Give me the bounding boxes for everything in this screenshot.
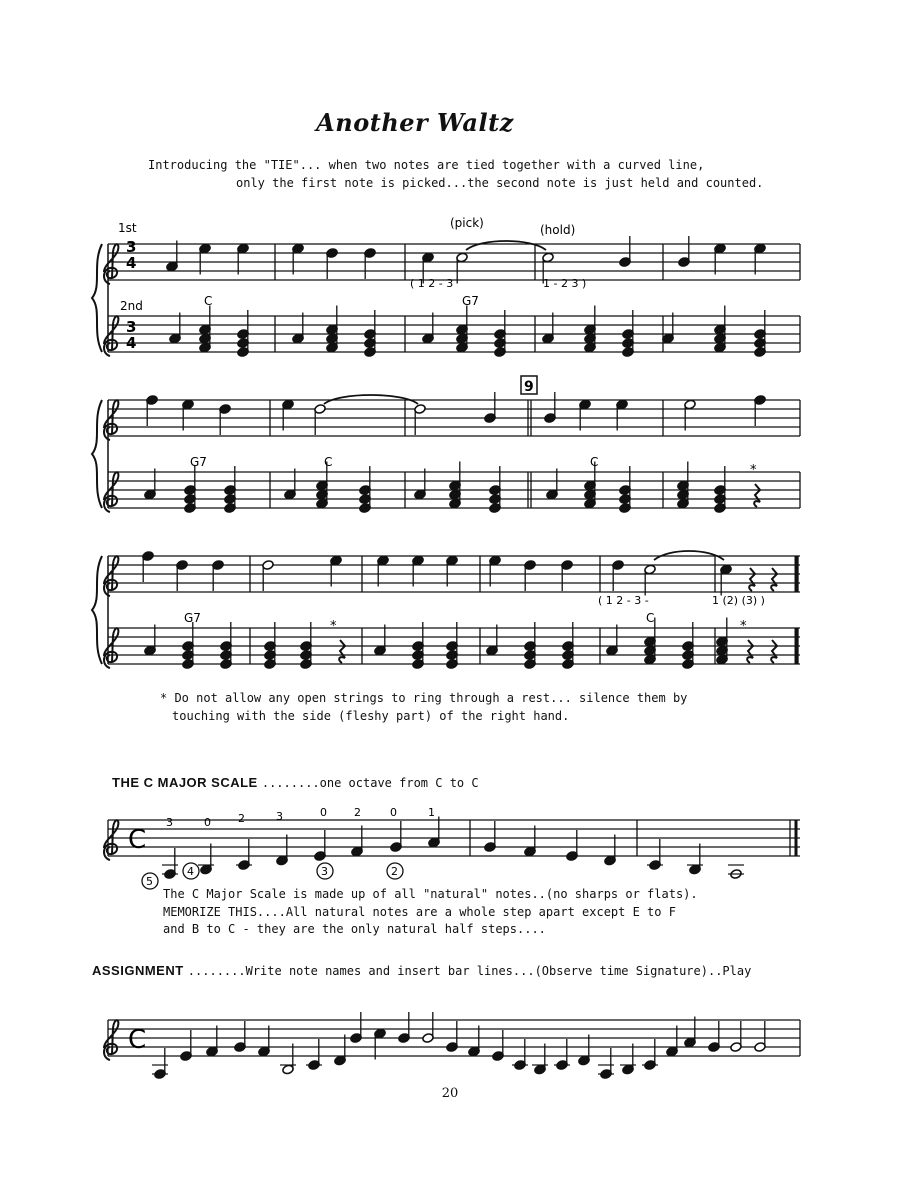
scale-text-line-2: MEMORIZE THIS....All natural notes are a whole step apart except E to F: [163, 905, 676, 919]
chord-c: C: [590, 455, 599, 469]
scale-text-line-3: and B to C - they are the only natural half steps....: [163, 922, 546, 936]
label-pick: (pick): [450, 216, 484, 230]
page-number: 20: [441, 1086, 459, 1101]
treble-clef-icon: [104, 400, 118, 440]
page-title: Another Waltz: [316, 108, 514, 137]
treble-clef-icon: [104, 244, 118, 284]
fingering: 0: [390, 806, 397, 819]
footnote-line-1: * Do not allow any open strings to ring through a rest... silence them by: [160, 691, 688, 705]
time-sig-top: 3: [126, 238, 137, 256]
fingering: 3: [166, 816, 173, 829]
fingering: 2: [354, 806, 361, 819]
fingering: 0: [204, 816, 211, 829]
assignment-heading: [92, 963, 751, 978]
rest-asterisk: *: [330, 619, 337, 634]
quarter-rest-icon: [749, 568, 755, 591]
rest-asterisk: *: [750, 463, 757, 478]
common-time-icon: C: [128, 1025, 147, 1055]
scale-heading-title: THE C MAJOR SCALE: [112, 775, 258, 790]
intro-line-2: only the first note is picked...the second note is just held and counted.: [236, 176, 764, 190]
count-b: 1 - 2 3 ): [543, 277, 587, 290]
label-hold: (hold): [540, 223, 576, 237]
chord-g7: G7: [184, 611, 201, 625]
string-number: 2: [391, 865, 398, 878]
treble-clef-icon: [104, 820, 118, 860]
chord-g7: G7: [462, 294, 479, 308]
chord-c: C: [324, 455, 333, 469]
string-number: 3: [321, 865, 328, 878]
string-number: 4: [187, 865, 194, 878]
count-a: ( 1 2 - 3: [410, 277, 454, 290]
assignment-heading-title: ASSIGNMENT: [92, 963, 184, 978]
label-second: 2nd: [120, 299, 143, 313]
common-time-icon: C: [128, 825, 147, 855]
rest-asterisk: *: [740, 619, 747, 634]
chord-c: C: [646, 611, 655, 625]
footnote-line-2: touching with the side (fleshy part) of the right hand.: [172, 709, 570, 723]
treble-clef-icon: [104, 472, 118, 512]
time-sig-bottom: 4: [126, 254, 137, 272]
chord-c: C: [204, 294, 213, 308]
fingering: 1: [428, 806, 435, 819]
quarter-rest-icon: [771, 568, 777, 591]
treble-clef-icon: [104, 628, 118, 668]
label-first: 1st: [118, 221, 137, 235]
system-brace: [92, 244, 102, 352]
treble-clef-icon: [104, 316, 118, 356]
string-number: 5: [146, 875, 153, 888]
intro-line-1: Introducing the "TIE"... when two notes are tied together with a curved line,: [148, 158, 705, 172]
count-end-b: 1 (2) (3) ): [712, 594, 765, 607]
assignment-text: ........Write note names and insert bar lines...(Observe time Signature)..Play: [187, 964, 752, 978]
rehearsal-number: 9: [524, 379, 534, 395]
chord-g7: G7: [190, 455, 207, 469]
time-sig-top: 3: [126, 318, 137, 336]
quarter-rest-icon: [747, 640, 753, 663]
scale-text-line-1: The C Major Scale is made up of all "natural" notes..(no sharps or flats).: [163, 887, 698, 901]
fingering: 0: [320, 806, 327, 819]
time-sig-bottom: 4: [126, 334, 137, 352]
quarter-rest-icon: [754, 484, 760, 507]
scale-heading: [112, 775, 479, 790]
treble-clef-icon: [104, 1020, 118, 1060]
quarter-rest-icon: [339, 640, 345, 663]
quarter-rest-icon: [771, 640, 777, 663]
fingering: 2: [238, 812, 245, 825]
system-brace: [92, 400, 102, 508]
scale-heading-rest: ........one octave from C to C: [261, 776, 479, 790]
treble-clef-icon: [104, 556, 118, 596]
system-brace: [92, 556, 102, 664]
tie-curve: [466, 241, 546, 250]
count-end-a: ( 1 2 - 3 -: [598, 594, 649, 607]
fingering: 3: [276, 810, 283, 823]
